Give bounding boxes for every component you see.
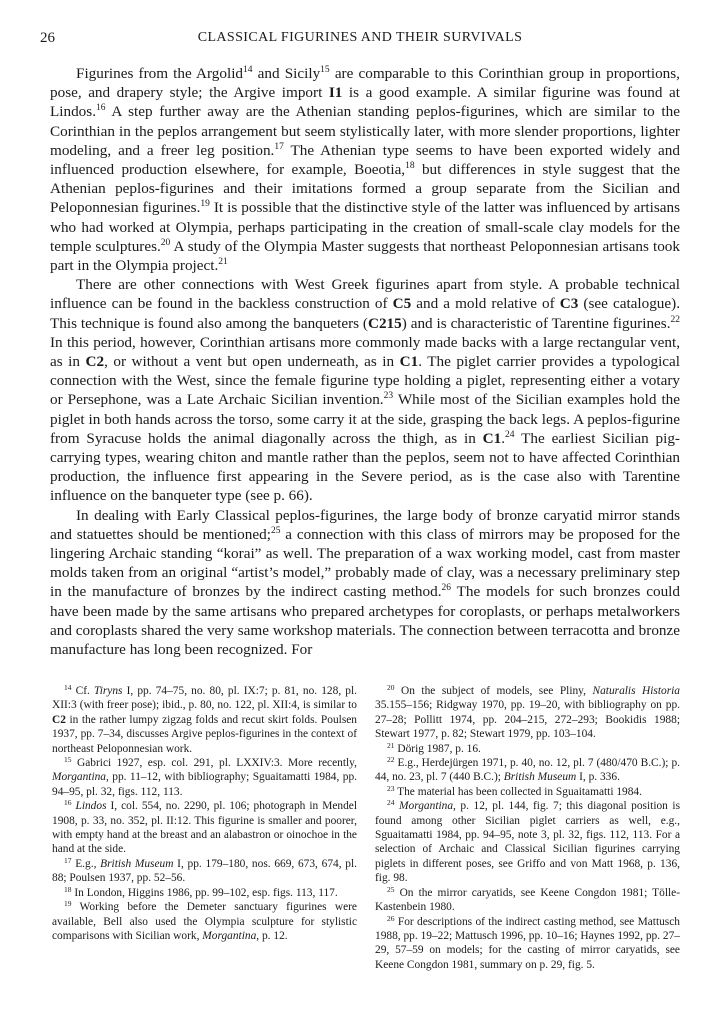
catalogue-ref: C3 [559, 295, 579, 313]
catalogue-ref: C2 [85, 353, 105, 371]
footnote-ref: 14 [243, 65, 253, 75]
footnote-ref: 23 [383, 391, 394, 402]
footnote-25: $^{25}$ On the mirror caryatids, see Keene Congdon 1981; Tölle-Kastenbein 1980. [375, 884, 680, 914]
footnote-17: $^{17}$ E.g., British Museum I, pp. 179–180, nos. 669, 673, 674, pl. 88; Poulsen 1937, pp. 52–56. [52, 855, 357, 885]
catalogue-ref: I1 [328, 84, 343, 102]
catalogue-ref: C1 [482, 429, 502, 447]
footnote-23: $^{23}$ The material has been collected in Sguaitamatti 1984. [387, 783, 642, 798]
footnotes-left-column [52, 684, 357, 943]
footnote-14: $^{14}$ Cf. Tiryns I, pp. 74–75, no. 80, pl. IX:7; p. 81, no. 128, pl. XII:3 (with freer pose); ibid., p. 80, no. 122, pl. XII:4, is similar to C2 in the rather lumpy zigzag folds and recut skirt folds. Poulsen 1937, pp. 7–34, discusses Argive peplos-figurines in the context of northeast Peloponnesian work. [52, 683, 357, 755]
footnote-18: $^{18}$ In London, Higgins 1986, pp. 99–102, esp. figs. 113, 117. [64, 884, 338, 899]
footnote-ref: 20 [160, 237, 171, 248]
footnote-ref: 18 [405, 161, 415, 172]
footnote-ref: 15 [320, 65, 330, 75]
paragraph-3: In dealing with Early Classical peplos-figurines, the large body of bronze caryatid mirror stands and statuettes should be mentioned;$^{25}$ a connection with this class of mirrors may be proposed for the lingering Archaic standing “korai” as well. The preparation of a wax working model, cast from master molds taken from an original “artist’s model,” probably made of clay, was a necessary preliminary step in the manufacture of bronzes by the indirect casting method.$^{26}$ The models for such bronzes could have been made by the same artisans who prepared archetypes for coroplasts, or perhaps metalworkers and coroplasts shared the very same workshop materials. The connection between terracotta and bronze manufacture has long been recognized. For [50, 506, 680, 659]
catalogue-ref: C5 [392, 295, 412, 313]
running-title: CLASSICAL FIGURINES AND THEIR SURVIVALS [197, 30, 523, 45]
footnote-24: $^{24}$ Morgantina, p. 12, pl. 144, fig. 7; this diagonal position is found among other Sicilian piglet carriers as well, e.g., Sguaitamatti 1984, pp. 94–95, note 3, pl. 32, figs. 112, 113. For a selection of Archaic and Classical Sicilian figurines carrying piglets in different poses, see Griffo and von Matt 1968, p. 136, fig. 98. [375, 798, 681, 885]
footnote-ref: 22 [670, 314, 680, 325]
footnotes [52, 684, 680, 1014]
footnote-ref: 19 [200, 199, 210, 210]
footnote-ref: 16 [96, 103, 106, 114]
footnote-ref: 24 [505, 429, 515, 440]
footnote-ref: 17 [274, 141, 284, 152]
catalogue-ref: C1 [399, 353, 419, 371]
main-text [50, 64, 680, 659]
footnote-ref: 26 [441, 583, 452, 594]
footnote-19: $^{19}$ Working before the Demeter sanctuary figurines were available, Bell also used the Olympia sculpture for stylistic comparisons with Sicilian work, Morgantina, p. 12. [52, 899, 357, 942]
paragraph-1: Figurines from the Argolid$^{14}$ and Sicily$^{15}$ are comparable to this Corinthian group in proportions, pose, and drapery style; the Argive import I1 is a good example. A similar figurine was found at Lindos.$^{16}$ A step further away are the Athenian standing peplos-figurines, which are similar to the Corinthian in the peplos arrangement but seem stylistically later, with more slender proportions, lighter modeling, and a freer leg position.$^{17}$ The Athenian type seems to have been exported widely and influenced production elsewhere, for example, Boeotia,$^{18}$ but differences in style suggest that the Athenian peplos-figurines and their imitations formed a group separate from the Sicilian and Peloponnesian figurines.$^{19}$ It is possible that the distinctive style of the latter was influenced by artisans who had worked at Olympia, perhaps participating in the creation of small-scale clay models for the temple sculptures.$^{20}$ A study of the Olympia Master suggests that northeast Peloponnesian artisans took part in the Olympia project.$^{21}$ [50, 65, 681, 275]
footnote-21: $^{21}$ Dörig 1987, p. 16. [387, 740, 481, 755]
footnote-16: $^{16}$ Lindos I, col. 554, no. 2290, pl. 106; photograph in Mendel 1908, p. 33, no. 352, pl. II:12. This figurine is smaller and poorer, with empty hand at the breast and an alabastron or oinochoe in the hand at the side. [52, 798, 357, 856]
footnote-26: $^{26}$ For descriptions of the indirect casting method, see Mattusch 1988, pp. 19–22; Mattusch 1996, pp. 10–16; Haynes 1992, pp. 27–29, 57–59 on models; for the casting of mirror caryatids, see Keene Congdon 1981, summary on p. 29, fig. 5. [375, 913, 680, 971]
footnote-22: $^{22}$ E.g., Herdejürgen 1971, p. 40, no. 12, pl. 7 (480/470 B.C.); p. 44, no. 23, pl. 7 (440 B.C.); British Museum I, p. 336. [375, 755, 680, 784]
footnote-ref: 25 [270, 525, 281, 536]
catalogue-ref: C215 [368, 314, 402, 332]
footnotes-right-column [375, 684, 680, 972]
paragraph-2: There are other connections with West Greek figurines apart from style. A probable technical influence can be found in the backless construction of C5 and a mold relative of C3 (see catalogue). This technique is found also among the banqueters (C215) and is characteristic of Tarentine figurines.$^{22}$ In this period, however, Corinthian artisans more commonly made backs with a large rectangular vent, as in C2, or without a vent but open underneath, as in C1. The piglet carrier provides a typological connection with the West, since the female figurine type holding a piglet, representing either a votary or Persephone, was a Late Archaic Sicilian invention.$^{23}$ While most of the Sicilian examples hold the piglet in both hands across the torso, some carry it at the side, grasping the back legs. A peplos-figurine from Syracuse holds the animal diagonally across the thigh, as in C1.24 The earliest Sicilian pig-carrying types, wearing chiton and mantle rather than the peplos, seem not to have affected Corinthian production, the influence first appearing in the Severe period, as is the case also with Tarentine influence on the banqueter type (see p. 66). [50, 276, 681, 505]
footnote-ref: 21 [218, 257, 228, 268]
page-header [40, 30, 680, 50]
page-number: 26 [40, 30, 55, 46]
footnote-15: $^{15}$ Gabrici 1927, esp. col. 291, pl. LXXIV:3. More recently, Morgantina, pp. 11–12, with bibliography; Sguaitamatti 1984, pp. 94–95, pl. 32, figs. 112, 113. [52, 755, 357, 798]
footnote-20: $^{20}$ On the subject of models, see Pliny, Naturalis Historia 35.155–156; Ridgway 1970, pp. 19–20, with bibliography on pp. 27–28; Pollitt 1974, pp. 204–215, 272–293; Bookidis 1988; Stewart 1977, p. 82; Stewart 1979, pp. 103–104. [375, 683, 680, 741]
